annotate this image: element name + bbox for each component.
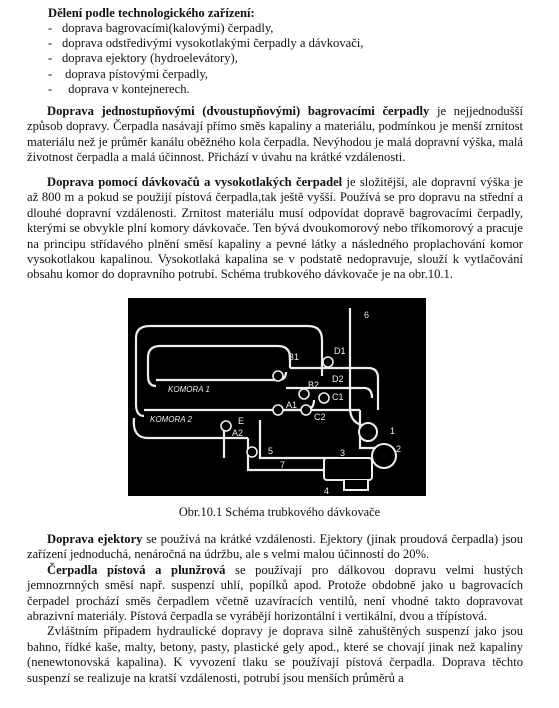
paragraph-text: se používají pro dálkovou dopravu velmi hustých jemnozrnných směsí např. suspenzí uhlí, popílků apod. Protože obdobně jako u bagrovacích čerpadel prochází směs čerpadlem včetně uzavíracích ventilů, není vhodné takto dopravovat abrazivní materiály. Pístová čerpadla se vyrábějí horizontální i vertikální, dvou a třípístová. [27,562,523,624]
paragraph-text: Zvláštním případem hydraulické dopravy je doprava silně zahuštěných suspenzí jako jsou bahno, řídké kaše, malty, betony, pasty, plastické gely apod., které se chovají jinak než kapaliny (nenewtonovská kapalina). K vyvození tlaku se používají pístová čerpadla. Doprava těchto suspenzí se realizuje na kratší vzdálenosti, potrubí jsou menších průměrů a [27,624,523,685]
label-d1: D1 [334,346,346,356]
komora-1-label: KOMORA 1 [168,385,210,394]
label-2: 2 [396,444,402,454]
section-heading: Dělení podle technologického zařízení: [48,6,255,20]
label-b2: B2 [308,380,320,390]
label-d2: D2 [332,374,344,384]
label-c2: C2 [314,412,326,422]
label-a1: A1 [286,400,298,410]
paragraph-davkovace [27,175,523,283]
list-item-text: doprava v kontejnerech. [68,81,190,96]
label-e: E [238,416,245,426]
paragraph-lead: Čerpadla pístová a plunžrová [47,562,226,577]
paragraph-suspenze [27,624,523,686]
komora-2-label: KOMORA 2 [150,415,192,424]
list-item: - doprava ejektory (hydroelevátory), [48,51,238,66]
paragraph-text: se používá na krátké vzdálenosti. Ejektory (jinak proudová čerpadla) jsou zařízení jednoduchá, nenáročná na údržbu, ale s velmi malou účinností do 20%. [27,532,523,562]
paragraph-group-ejektory [27,532,523,686]
paragraph-lead: Doprava jednostupňovými (dvoustupňovými) bagrovacími čerpadly [47,104,430,118]
list-item-text: doprava pístovými čerpadly, [65,66,209,81]
label-1: 1 [390,426,396,436]
label-b1: B1 [288,352,300,362]
label-6: 6 [364,310,370,320]
paragraph-pistova [27,563,523,625]
list-item: - doprava v kontejnerech. [48,81,190,96]
tube-feeder-diagram [128,298,426,496]
list-item-text: doprava bagrovacími(kalovými) čerpadly, [62,21,274,35]
figure-caption: Obr.10.1 Schéma trubkového dávkovače [178,505,381,519]
list-item: - doprava bagrovacími(kalovými) čerpadly, [48,21,274,35]
paragraph-ejektory [27,532,523,563]
label-4: 4 [324,486,330,496]
schema-figure [128,298,426,496]
label-5: 5 [268,446,274,456]
label-a2: A2 [232,428,244,438]
paragraph-bagrovaci [27,104,523,166]
paragraph-text: je nejjednodušší způsob dopravy. Čerpadla nasávají přímo směs kapaliny a materiálu, podmínkou je menší zrnitost materiálu než je průměr kanálu oběžného kola čerpadla. Nevýhodou je malá dopravní výška, malá životnost čerpadla a malá účinnost. Přichází v úvahu na krátké vzdálenosti. [27,104,523,165]
paragraph-lead: Doprava ejektory [47,532,143,546]
list-item-text: doprava ejektory (hydroelevátory), [62,51,238,66]
paragraph-text: je složitější, ale dopravní výška je až 800 m a pokud se použijí pístová čerpadla,tak ještě vyšší. Používá se pro dopravu na střední a dlouhé dopravní vzdálenosti. Zrnitost materiálu musí odpovídat dopravě bagrovacími čerpadly, kterými se obvykle plní komory dávkovače. Ten bývá dvoukomorový nebo tříkomorový a pracuje na principu střídavého plnění směsí kapaliny a pevné látky a následného proplachování komor vysokotlakou kapalinou. Vysokotlaká kapalina se v podstatě nedopravuje, slouží k vytlačování obsahu komor do dopravního potrubí. Schéma trubkového dávkovače je na obr.10.1. [27,175,523,282]
method-list [48,21,363,97]
list-item-text: doprava odstředivými vysokotlakými čerpadly a dávkovači, [62,36,364,51]
paragraph-lead: Doprava pomocí dávkovačů a vysokotlakých čerpadel [47,175,343,189]
list-item: - doprava odstředivými vysokotlakými čerpadly a dávkovači, [48,36,364,51]
label-3: 3 [340,448,346,458]
list-item: - doprava pístovými čerpadly, [48,66,209,81]
label-7: 7 [280,460,286,470]
label-c1: C1 [332,392,344,402]
